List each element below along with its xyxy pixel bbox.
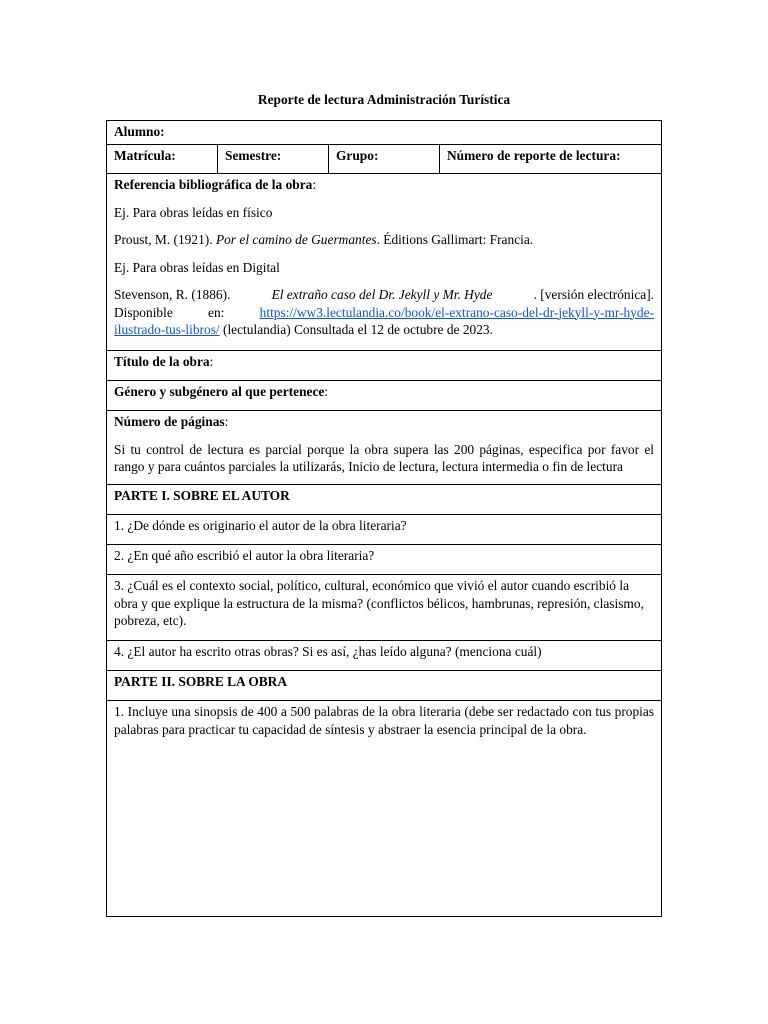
proust-title: Por el camino de Guermantes bbox=[215, 232, 377, 247]
lectulandia-link-continued[interactable]: ilustrado-tus-libros/ bbox=[114, 322, 220, 337]
parte1-q1-row bbox=[107, 515, 662, 545]
document-title: Reporte de lectura Administración Turística bbox=[257, 92, 511, 107]
titulo-row bbox=[107, 351, 662, 381]
proust-citation bbox=[114, 231, 654, 249]
stevenson-version: . [versión electrónica]. bbox=[533, 287, 655, 302]
stevenson-author: Stevenson, R. (1886). bbox=[114, 287, 231, 302]
genero-field[interactable] bbox=[107, 381, 662, 411]
numero-reporte-field[interactable]: Número de reporte de lectura: bbox=[440, 145, 662, 174]
referencia-field[interactable] bbox=[107, 174, 662, 351]
paginas-field[interactable] bbox=[107, 411, 662, 485]
digital-example-label: Ej. Para obras leídas en Digital bbox=[114, 259, 280, 275]
genero-row bbox=[107, 381, 662, 411]
parte1-q4-row bbox=[107, 641, 662, 671]
parte1-q2-row bbox=[107, 545, 662, 575]
paginas-colon: : bbox=[224, 414, 229, 429]
referencia-row bbox=[107, 174, 662, 351]
matricula-field[interactable]: Matrícula: bbox=[107, 145, 218, 174]
parte1-question-3[interactable]: 3. ¿Cuál es el contexto social, político, cultural, económico que vivió el autor cuando escribió la obra y que explique la estructura de la misma? (conflictos bélicos, hambrunas, represión, clasismo, pobreza, etc). bbox=[107, 575, 662, 641]
grupo-field[interactable]: Grupo: bbox=[329, 145, 440, 174]
genero-label: Género y subgénero al que pertenece bbox=[114, 384, 325, 399]
stevenson-title: El extraño caso del Dr. Jekyll y Mr. Hyde bbox=[271, 287, 493, 302]
paginas-row bbox=[107, 411, 662, 485]
parte1-question-4[interactable]: 4. ¿El autor ha escrito otras obras? Si es así, ¿has leído alguna? (menciona cuál) bbox=[107, 641, 662, 671]
en-word: en: bbox=[208, 304, 225, 320]
ids-row bbox=[107, 145, 662, 174]
paginas-label: Número de páginas bbox=[114, 414, 225, 429]
alumno-field[interactable]: Alumno: bbox=[107, 121, 662, 145]
parte2-header-row bbox=[107, 671, 662, 701]
lectulandia-link[interactable]: https://ww3.lectulandia.co/book/el-extrano-caso-del-dr-jekyll-y-mr-hyde- bbox=[259, 304, 655, 320]
parte2-q1-row bbox=[107, 701, 662, 917]
parte1-question-2[interactable]: 2. ¿En qué año escribió el autor la obra literaria? bbox=[107, 545, 662, 575]
titulo-colon: : bbox=[209, 354, 214, 369]
paginas-instructions: Si tu control de lectura es parcial porque la obra supera las 200 páginas, especifica por favor el rango y para cuántos parciales la utilizarás, Inicio de lectura, lectura intermedia o fin de lectura bbox=[114, 441, 655, 474]
titulo-label: Título de la obra bbox=[114, 354, 210, 369]
parte1-q3-row bbox=[107, 575, 662, 641]
genero-colon: : bbox=[324, 384, 329, 399]
proust-author: Proust, M. (1921). bbox=[114, 232, 213, 247]
referencia-label: Referencia bibliográfica de la obra bbox=[114, 177, 313, 192]
parte2-header: PARTE II. SOBRE LA OBRA bbox=[107, 671, 662, 701]
reading-report-form bbox=[106, 120, 662, 917]
fisico-example-label: Ej. Para obras leídas en físico bbox=[114, 204, 273, 220]
parte1-header: PARTE I. SOBRE EL AUTOR bbox=[107, 485, 662, 515]
referencia-colon: : bbox=[312, 177, 317, 192]
disponible-word: Disponible bbox=[114, 304, 173, 320]
parte2-question-1[interactable]: 1. Incluye una sinopsis de 400 a 500 palabras de la obra literaria (debe ser redactado con tus propias palabras para practicar tu capacidad de síntesis y abstraer la esencia principal de la obra. bbox=[107, 701, 662, 917]
parte1-question-1[interactable]: 1. ¿De dónde es originario el autor de la obra literaria? bbox=[107, 515, 662, 545]
alumno-row bbox=[107, 121, 662, 145]
semestre-field[interactable]: Semestre: bbox=[218, 145, 329, 174]
parte1-header-row bbox=[107, 485, 662, 515]
proust-publisher: . Éditions Gallimart: Francia. bbox=[376, 232, 534, 247]
stevenson-citation bbox=[114, 286, 654, 339]
titulo-field[interactable] bbox=[107, 351, 662, 381]
consulta-date: (lectulandia) Consultada el 12 de octubre de 2023. bbox=[219, 322, 493, 337]
